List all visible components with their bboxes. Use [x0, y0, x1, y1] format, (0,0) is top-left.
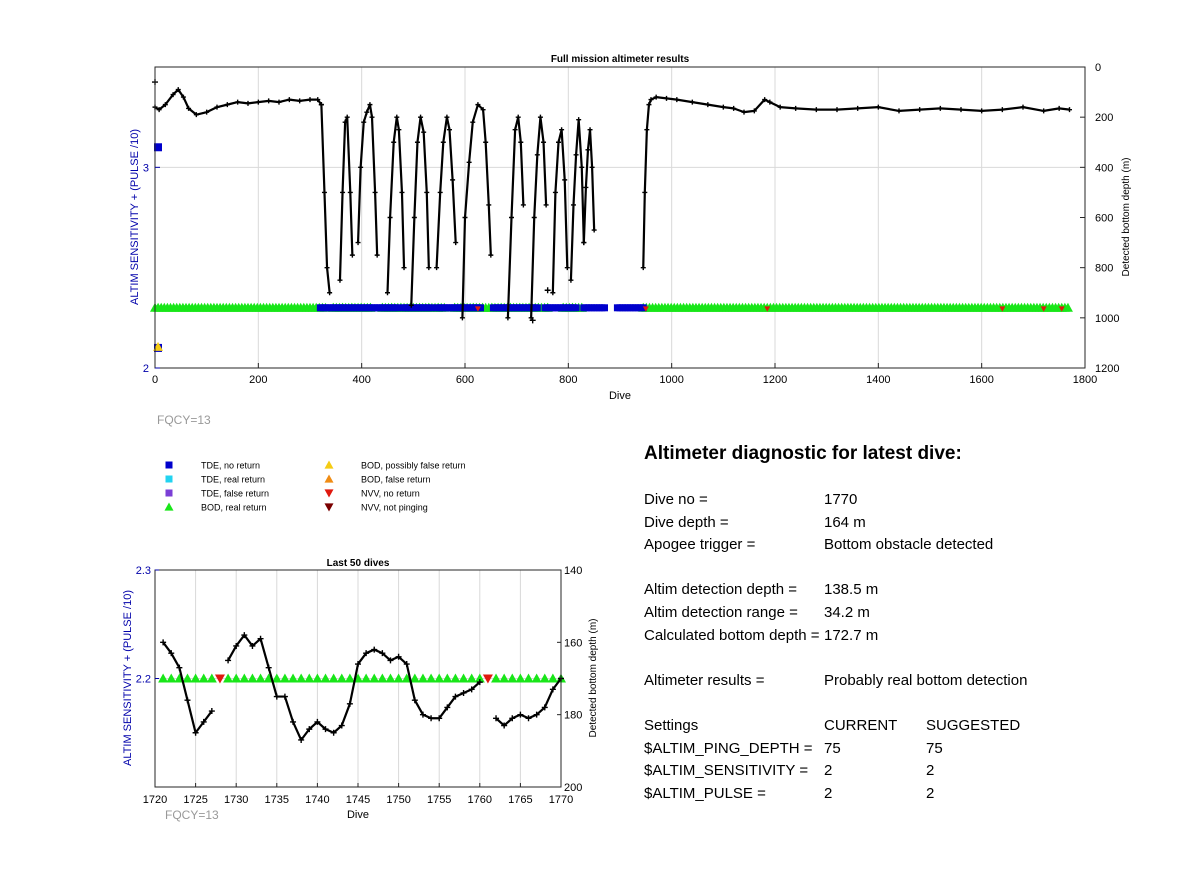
x-tick-label: 1730 — [223, 794, 249, 806]
depth-point — [402, 265, 407, 270]
y-right-tick-label: 800 — [1095, 262, 1114, 275]
depth-point — [959, 107, 964, 112]
legend-square-marker — [166, 462, 173, 469]
depth-point — [297, 98, 302, 103]
depth-point — [585, 147, 590, 152]
depth-point — [370, 115, 375, 120]
diagnostic-panel — [644, 443, 1164, 805]
full-mission-chart — [129, 54, 1132, 402]
x-tick-label: 0 — [151, 374, 159, 386]
depth-point — [399, 190, 404, 195]
depth-point — [705, 102, 710, 107]
depth-point — [282, 694, 288, 700]
depth-point — [516, 115, 521, 120]
settings-header-row — [644, 715, 1164, 738]
depth-point — [581, 240, 586, 245]
x-tick-label: 1765 — [508, 794, 533, 806]
depth-point — [509, 215, 514, 220]
depth-point — [447, 127, 452, 132]
top-chart-frame — [155, 67, 1085, 368]
depth-line — [228, 635, 480, 740]
depth-line — [388, 117, 405, 293]
setting-current: 2 — [824, 784, 833, 802]
depth-point — [1067, 107, 1072, 112]
depth-point — [308, 97, 313, 102]
top-other-markers — [153, 306, 1065, 351]
y-left-tick-label: 2.2 — [135, 673, 151, 686]
depth-point — [550, 290, 555, 295]
legend-triangle-down-marker — [325, 503, 334, 511]
setting-suggested: 2 — [926, 762, 935, 780]
depth-point — [444, 115, 449, 120]
depth-point — [434, 265, 439, 270]
setting-current: 75 — [824, 739, 841, 757]
depth-point — [486, 202, 491, 207]
results-label: Altimeter results = — [644, 671, 765, 689]
depth-point — [897, 108, 902, 113]
x-tick-label: 600 — [455, 374, 475, 386]
dive-no-value: 1770 — [824, 491, 858, 508]
depth-point — [641, 265, 646, 270]
depth-point — [553, 190, 558, 195]
depth-point — [876, 105, 881, 110]
depth-point — [814, 107, 819, 112]
results-row — [644, 670, 1164, 693]
top-depth-series — [152, 79, 1072, 323]
depth-point — [246, 101, 251, 106]
depth-point — [453, 240, 458, 245]
x-tick-label: 1000 — [659, 374, 684, 386]
top-chart-title: Full mission altimeter results — [550, 54, 690, 65]
y-right-tick-label: 200 — [564, 782, 583, 794]
legend-triangle-up-marker — [325, 461, 334, 469]
depth-point — [256, 100, 261, 105]
depth-point — [356, 240, 361, 245]
depth-line — [462, 105, 490, 318]
y-right-tick-label: 140 — [564, 565, 583, 577]
depth-point — [568, 278, 573, 283]
depth-outlier-point — [545, 287, 551, 293]
y-right-tick-label: 600 — [1095, 212, 1114, 225]
depth-point — [562, 177, 567, 182]
depth-point — [521, 202, 526, 207]
legend-triangle-up-marker — [165, 503, 174, 511]
depth-point — [488, 253, 493, 258]
depth-point — [358, 165, 363, 170]
depth-point — [1021, 105, 1026, 110]
y-left-tick-label: 3 — [142, 162, 149, 175]
depth-point — [421, 130, 426, 135]
x-tick-label: 1750 — [386, 794, 411, 806]
depth-point — [337, 278, 342, 283]
bottom-chart-title: Last 50 dives — [326, 558, 390, 569]
depth-point — [793, 106, 798, 111]
x-tick-label: 1740 — [305, 794, 330, 806]
legend-label: BOD, possibly false return — [361, 460, 466, 471]
dive-depth-value: 164 m — [824, 513, 866, 531]
det-depth-value: 138.5 m — [824, 581, 879, 599]
depth-point — [583, 185, 588, 190]
x-tick-label: 1755 — [426, 794, 452, 806]
depth-point — [592, 228, 597, 233]
depth-point — [565, 265, 570, 270]
depth-point — [415, 140, 420, 145]
depth-point — [642, 190, 647, 195]
depth-point — [513, 127, 518, 132]
depth-point — [266, 98, 271, 103]
depth-point — [1041, 108, 1046, 113]
depth-point — [532, 215, 537, 220]
y-right-tick-label: 180 — [564, 709, 583, 722]
tde-no-return-marker — [534, 304, 541, 311]
depth-point — [544, 202, 549, 207]
depth-point — [538, 115, 543, 120]
depth-line — [321, 105, 329, 293]
depth-point — [588, 127, 593, 132]
depth-point — [424, 190, 429, 195]
depth-point — [674, 97, 679, 102]
depth-line — [163, 642, 212, 732]
legend-label: NVV, not pinging — [361, 502, 428, 513]
apogee-row — [644, 534, 1164, 557]
results-value: Probably real bottom detection — [824, 671, 1028, 689]
depth-line — [358, 105, 377, 256]
legend-triangle-down-marker — [325, 489, 334, 497]
top-left-axis-label: ALTIM SENSITIVITY + (PULSE /10) — [129, 129, 141, 305]
setting-suggested: 2 — [926, 784, 935, 802]
legend-label: BOD, real return — [201, 502, 267, 513]
depth-point — [505, 315, 510, 320]
depth-point — [721, 105, 726, 110]
depth-line — [411, 117, 429, 305]
tde-no-return-marker — [573, 304, 580, 311]
legend-label: BOD, false return — [361, 474, 431, 485]
det-range-label: Altim detection range = — [644, 603, 798, 621]
depth-point — [541, 140, 546, 145]
depth-point — [460, 315, 465, 320]
depth-point — [322, 190, 327, 195]
depth-point — [535, 152, 540, 157]
y-right-tick-label: 160 — [564, 637, 583, 650]
depth-point — [470, 120, 475, 125]
x-tick-label: 400 — [352, 374, 371, 386]
last-50-dives-chart — [122, 558, 599, 821]
depth-point — [385, 290, 390, 295]
depth-point — [835, 107, 840, 112]
calc-depth-row — [644, 625, 1164, 648]
legend-square-marker — [166, 490, 173, 497]
legend-label: TDE, false return — [201, 488, 270, 499]
depth-point — [979, 108, 984, 113]
depth-point — [644, 127, 649, 132]
x-tick-label: 1725 — [183, 794, 208, 806]
x-tick-label: 1745 — [345, 794, 371, 806]
depth-point — [467, 160, 472, 165]
depth-point — [438, 190, 443, 195]
depth-point — [690, 100, 695, 105]
setting-name: $ALTIM_SENSITIVITY = — [644, 762, 809, 780]
x-tick-label: 1400 — [866, 374, 891, 386]
y-right-tick-label: 200 — [1095, 112, 1114, 125]
bottom-depth-series — [160, 632, 564, 743]
depth-point — [938, 106, 943, 111]
depth-point — [391, 140, 396, 145]
x-tick-label: 800 — [559, 374, 578, 386]
depth-point — [855, 106, 860, 111]
depth-point — [225, 102, 230, 107]
calc-depth-value: 172.7 m — [824, 626, 879, 644]
x-tick-label: 1600 — [969, 374, 994, 386]
depth-point — [340, 190, 345, 195]
settings-label: Settings — [644, 716, 699, 734]
legend-triangle-up-marker — [325, 475, 334, 483]
x-tick-label: 1770 — [548, 794, 574, 806]
x-tick-label: 1760 — [467, 794, 493, 806]
top-x-axis-label: Dive — [608, 390, 632, 402]
y-right-tick-label: 0 — [1095, 62, 1102, 74]
det-depth-row — [644, 579, 1164, 602]
depth-point — [388, 215, 393, 220]
y-left-tick-label: 2.3 — [135, 565, 151, 577]
x-tick-label: 1720 — [142, 794, 168, 806]
x-tick-label: 1200 — [762, 374, 788, 386]
y-left-tick-label: 2 — [142, 363, 149, 375]
dive-depth-label: Dive depth = — [644, 513, 729, 531]
depth-point — [664, 96, 669, 101]
depth-point — [396, 127, 401, 132]
dive-no-label: Dive no = — [644, 491, 708, 508]
legend — [165, 461, 466, 513]
depth-point — [518, 140, 523, 145]
depth-point — [450, 177, 455, 182]
diagnostic-title: Altimeter diagnostic for latest dive: — [644, 443, 962, 464]
depth-point — [375, 253, 380, 258]
det-range-row — [644, 602, 1164, 625]
depth-line — [571, 120, 584, 281]
depth-point — [350, 253, 355, 258]
setting-current: 2 — [824, 762, 833, 780]
bottom-x-axis-label: Dive — [346, 809, 370, 821]
depth-point — [325, 265, 330, 270]
depth-point — [287, 97, 292, 102]
top-fqcy-label: FQCY=13 — [157, 413, 211, 427]
bottom-left-axis-label: ALTIM SENSITIVITY + (PULSE /10) — [122, 590, 134, 766]
depth-point — [463, 215, 468, 220]
depth-point — [266, 665, 272, 671]
depth-point — [327, 290, 332, 295]
depth-point — [441, 140, 446, 145]
setting-name: $ALTIM_PING_DEPTH = — [644, 739, 813, 757]
setting-suggested: 75 — [926, 739, 943, 757]
depth-point — [1057, 106, 1062, 111]
depth-point — [559, 127, 564, 132]
y-right-tick-label: 1200 — [1095, 363, 1120, 375]
top-bod-markers — [150, 303, 1073, 312]
legend-label: TDE, real return — [201, 474, 266, 485]
top-chart-grid — [155, 67, 1085, 368]
depth-line — [643, 97, 1069, 268]
depth-point — [412, 215, 417, 220]
bottom-right-axis-label: Detected bottom depth (m) — [588, 618, 599, 738]
legend-square-marker — [166, 476, 173, 483]
depth-point — [274, 694, 280, 700]
suggested-header: SUGGESTED — [926, 716, 1021, 734]
x-tick-label: 1800 — [1072, 374, 1098, 386]
det-depth-label: Altim detection depth = — [644, 581, 798, 599]
apogee-label: Apogee trigger = — [644, 536, 756, 554]
depth-point — [483, 140, 488, 145]
depth-point — [347, 701, 353, 707]
setting-row — [644, 738, 1164, 761]
dive-no-row — [644, 489, 1164, 512]
depth-point — [418, 115, 423, 120]
top-right-axis-label: Detected bottom depth (m) — [1121, 157, 1132, 277]
x-tick-label: 200 — [249, 374, 268, 386]
depth-point — [394, 115, 399, 120]
depth-point — [235, 100, 240, 105]
depth-point — [373, 190, 378, 195]
tde-no-return-marker — [601, 304, 608, 311]
depth-point — [579, 165, 584, 170]
depth-point — [590, 165, 595, 170]
depth-point — [571, 202, 576, 207]
apogee-value: Bottom obstacle detected — [824, 536, 994, 554]
depth-point — [426, 265, 431, 270]
bottom-chart-ticks — [136, 565, 583, 806]
depth-point — [1000, 107, 1005, 112]
depth-point — [574, 152, 579, 157]
setting-name: $ALTIM_PULSE = — [644, 784, 766, 802]
current-header: CURRENT — [824, 716, 898, 734]
dive-depth-row — [644, 512, 1164, 535]
depth-point — [184, 697, 190, 703]
bottom-fqcy-label: FQCY=13 — [165, 808, 219, 822]
y-right-tick-label: 1000 — [1095, 312, 1120, 325]
legend-label: NVV, no return — [361, 488, 420, 499]
x-tick-label: 1735 — [264, 794, 290, 806]
depth-point — [348, 190, 353, 195]
det-range-value: 34.2 m — [824, 603, 870, 621]
depth-point — [576, 117, 581, 122]
calc-depth-label: Calculated bottom depth = — [644, 626, 820, 644]
depth-point — [917, 107, 922, 112]
legend-label: TDE, no return — [201, 460, 261, 471]
setting-row — [644, 783, 1164, 806]
setting-row — [644, 760, 1164, 783]
y-right-tick-label: 400 — [1095, 162, 1114, 175]
depth-point — [556, 140, 561, 145]
depth-point — [277, 100, 282, 105]
